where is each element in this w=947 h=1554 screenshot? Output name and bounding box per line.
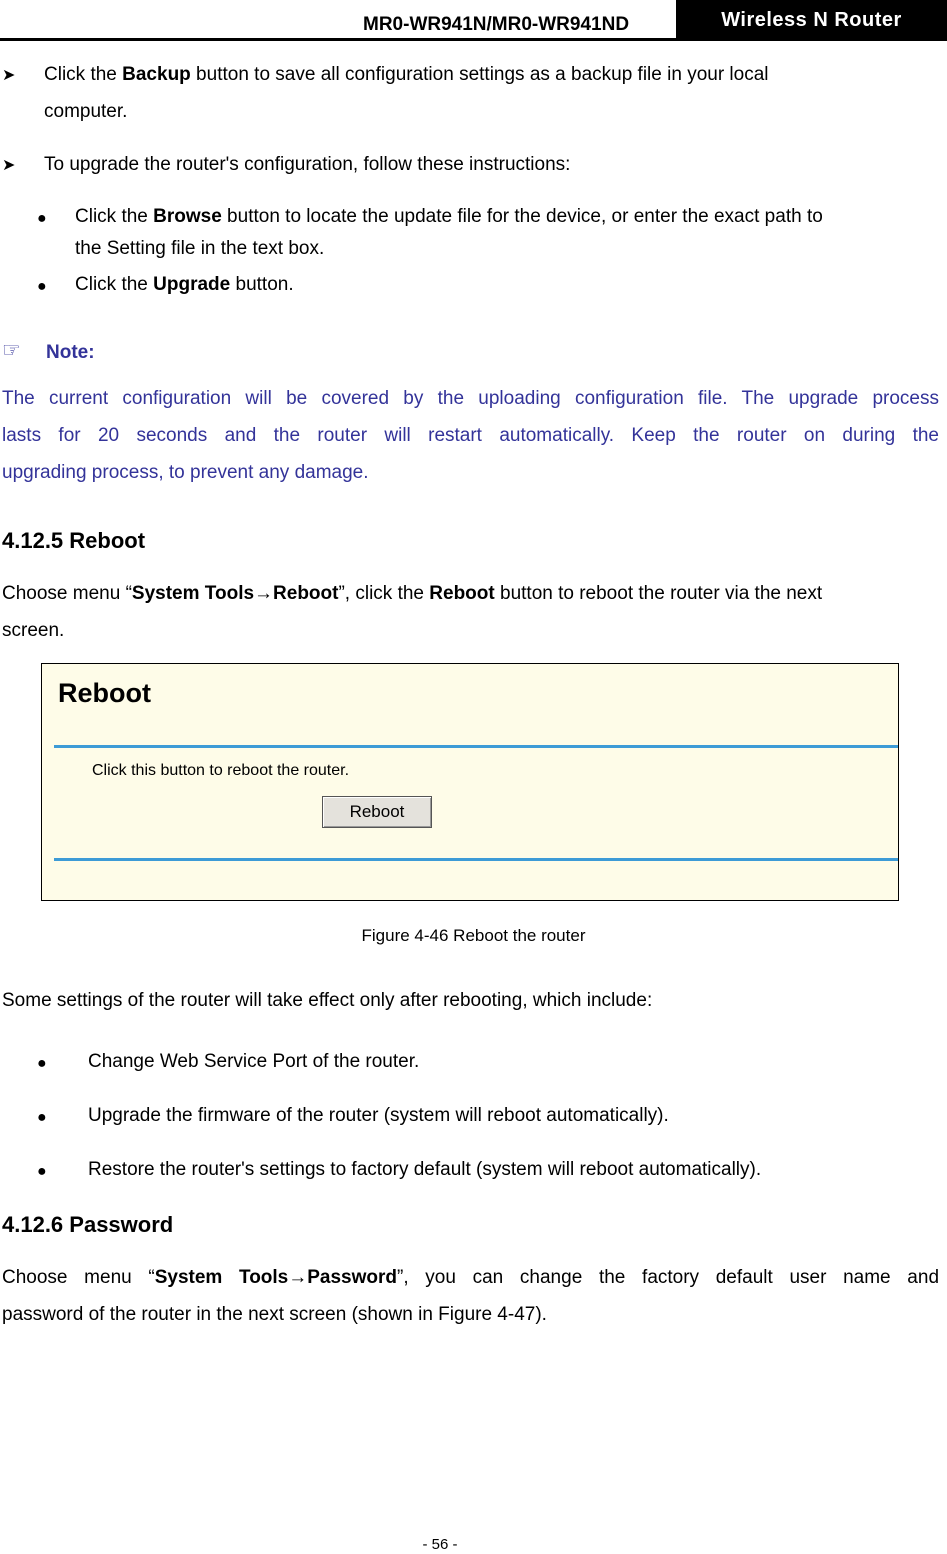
note-label: Note: [46, 342, 95, 363]
browse-term: Browse [153, 206, 222, 227]
page-header [0, 0, 947, 42]
menu-path-password: System Tools→Password [154, 1267, 398, 1288]
bullet-dot-icon: ● [37, 1055, 47, 1072]
note-text-line2: lasts for 20 seconds and the router will restart automatically. Keep the router on during the [2, 425, 939, 446]
note-text-line3: upgrading process, to prevent any damage. [2, 462, 369, 483]
reboot-screenshot [41, 663, 899, 901]
sublist-item-browse-cont: the Setting file in the text box. [75, 238, 325, 259]
password-intro: Choose menu “System Tools→Password”, you can change the factory default user name and [2, 1267, 940, 1288]
bullet-dot-icon: ● [37, 210, 47, 227]
list-item: Change Web Service Port of the router. [88, 1051, 420, 1072]
note-text-line1: The current configuration will be covered by the uploading configuration file. The upgrade process [2, 388, 939, 409]
reboot-panel-instruction: Click this button to reboot the router. [92, 762, 350, 779]
bullet-dot-icon: ● [37, 278, 47, 295]
list-item: Upgrade the firmware of the router (system will reboot automatically). [88, 1105, 669, 1126]
reboot-panel-title: Reboot [58, 678, 151, 708]
bullet-dot-icon: ● [37, 1109, 47, 1126]
reboot-effects-intro: Some settings of the router will take effect only after rebooting, which include: [2, 990, 653, 1011]
password-intro-cont: password of the router in the next screen (shown in Figure 4-47). [2, 1304, 547, 1325]
divider [54, 858, 898, 861]
header-rule [0, 38, 947, 41]
section-heading-password: 4.12.6 Password [2, 1212, 174, 1237]
pointing-hand-icon: ☞ [2, 339, 21, 362]
figure-caption: Figure 4-46 Reboot the router [361, 926, 586, 945]
list-item-backup: Click the Backup button to save all configuration settings as a backup file in your local [44, 64, 769, 85]
reboot-intro-cont: screen. [2, 620, 65, 641]
sublist-item-upgrade: Click the Upgrade button. [75, 274, 294, 295]
sublist-item-browse: Click the Browse button to locate the update file for the device, or enter the exact path to [75, 206, 823, 227]
arrow-bullet-icon: ➤ [2, 157, 16, 174]
reboot-button[interactable]: Reboot [322, 796, 432, 828]
list-item-upgrade: To upgrade the router's configuration, follow these instructions: [44, 154, 571, 175]
upgrade-term: Upgrade [153, 274, 231, 295]
list-item: Restore the router's settings to factory default (system will reboot automatically). [88, 1159, 762, 1180]
section-heading-reboot: 4.12.5 Reboot [2, 528, 146, 553]
menu-path-reboot: System Tools→Reboot [131, 583, 339, 604]
model-name: MR0-WR941N/MR0-WR941ND [363, 14, 630, 35]
product-name: Wireless N Router [676, 0, 947, 40]
backup-term: Backup [122, 64, 191, 85]
reboot-term: Reboot [429, 583, 495, 604]
list-item-backup-cont: computer. [44, 101, 128, 122]
divider [54, 745, 898, 748]
page-number: - 56 - [422, 1536, 458, 1553]
arrow-bullet-icon: ➤ [2, 67, 16, 84]
reboot-intro: Choose menu “System Tools→Reboot”, click the Reboot button to reboot the router via the next [2, 583, 823, 604]
bullet-dot-icon: ● [37, 1163, 47, 1180]
